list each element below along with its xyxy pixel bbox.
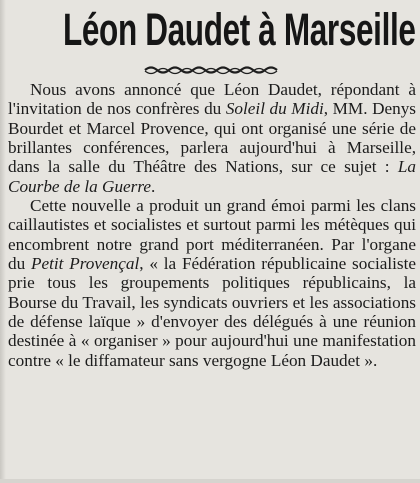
reaction-text-1: Cette nouvelle a produit un grand émoi parmi les clans caillautistes et socialistes et surtout parmi les métèques qui encombrent notre grand port méditerranéen. Par l'organe du [8,196,416,274]
reaction-text-2: , « la Fédération républicaine socialiste prie tous les groupements politiques républicains, la Bourse du Travail, les syndicats ouvriers et les associations de défense laïque » d'envoyer des délégués à une réunion destinée à « organiser » pour aujourd'hui une manifestation contre « le diffamateur sans vergogne Léon Daudet ». [8,254,416,370]
paper-edge-shadow [0,0,6,483]
article-body [8,80,416,370]
lecture-subject: La Courbe de la Guerre [8,157,416,196]
paragraph-announcement [8,80,416,196]
paper-bottom-edge [0,479,420,483]
paragraph-reaction [8,196,416,370]
announcement-text-3: . [151,176,156,196]
newspaper-name-soleil: Soleil du Midi [225,99,324,119]
announcement-text-2: , MM. Denys Bourdet et Marcel Provence, qui ont organisé une série de brillantes conférences, parlera aujourd'hui à Marseille, dans la salle du Théâtre des Nations, sur ce sujet : [8,99,416,177]
article-headline: Léon Daudet à Marseille [63,4,416,55]
announcement-text-1: Nous avons annoncé que Léon Daudet, répondant à l'invitation de nos confrères du [8,80,416,119]
ornamental-rule [143,64,281,76]
newspaper-name-petit-provencal: Petit Provençal [31,254,140,274]
